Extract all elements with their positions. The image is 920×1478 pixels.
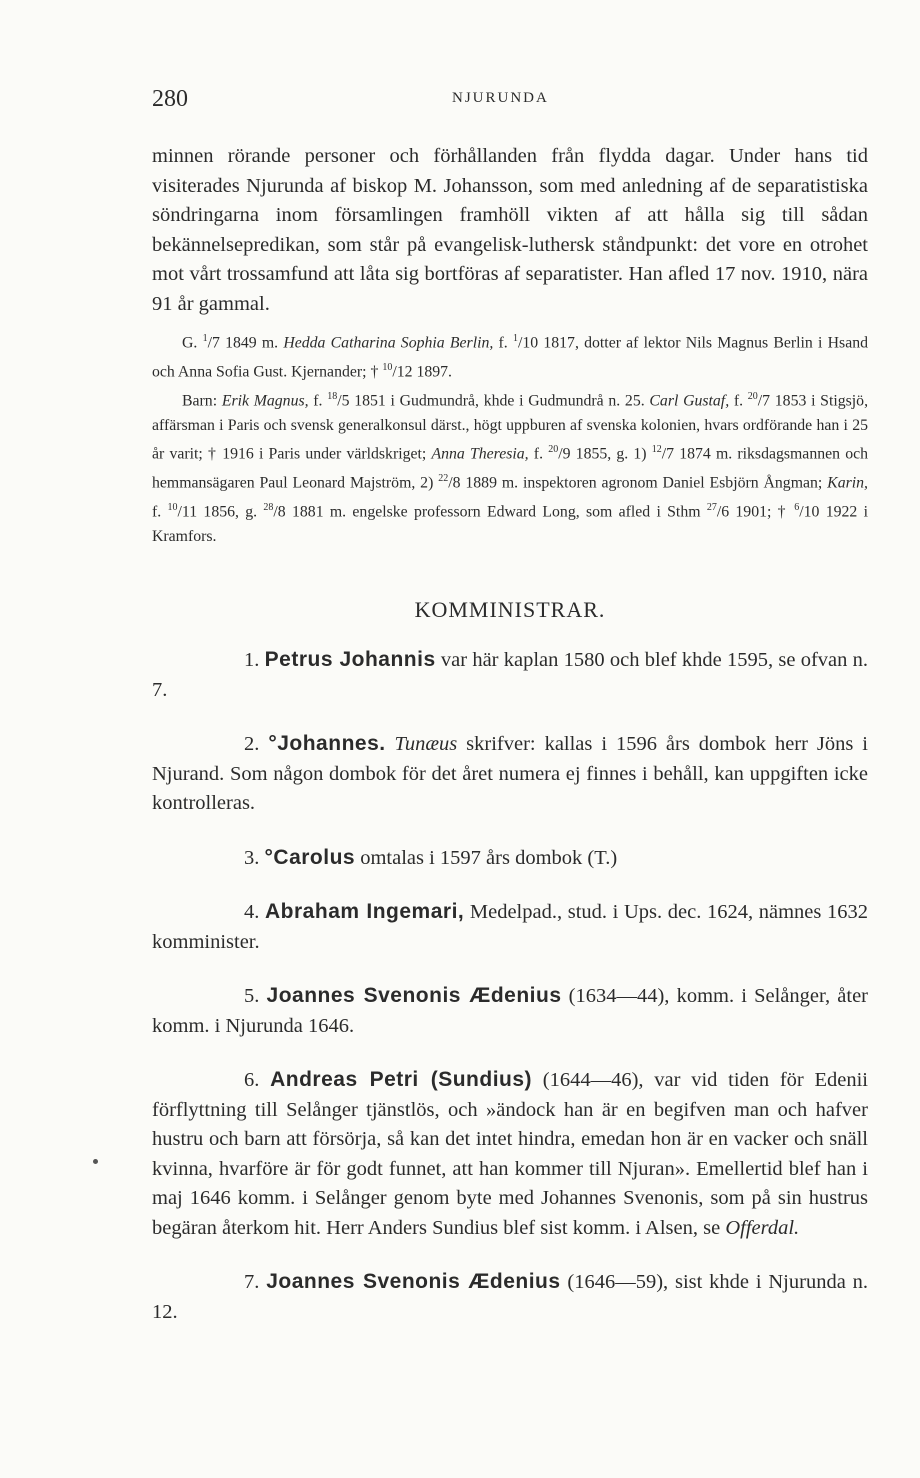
page: [152, 86, 868, 1351]
list-item: 1. Petrus Johannis var här kaplan 1580 och blef khde 1595, se ofvan n. 7.: [152, 648, 868, 701]
list-item: 5. Joannes Svenonis Ædenius (1634—44), komm. i Selånger, åter komm. i Njurunda 1646.: [152, 984, 869, 1037]
main-paragraph: minnen rörande personer och förhållanden från flydda dagar. Under hans tid visiterades Njurunda af biskop M. Johansson, som med anledning af de separatistiska söndringarna inom församlingen framhöll vikten af att hålla sig till sådan bekännelsepredikan, som står på evangelisk-luthersk ståndpunkt: det vore en otrohet mot vårt trossamfund att låta sig bortföras af separatister. Han afled 17 nov. 1910, nära 91 år gammal.: [152, 145, 868, 315]
list-item: 7. Joannes Svenonis Ædenius (1646—59), sist khde i Njurunda n. 12.: [152, 1270, 869, 1323]
list-item: 4. Abraham Ingemari, Medelpad., stud. i Ups. dec. 1624, nämnes 1632 komminister.: [152, 900, 868, 953]
children-note: Barn: Erik Magnus, f. $^{18}$/5 1851 i Gudmundrå, khde i Gudmundrå n. 25. Carl Gustaf, f. $^{20}$/7 1853 i Stigsjö, affärsman i Paris och svensk generalkonsul därst., högt uppburen af svenska kolonien, hvars ordförande han i 25 år varit; † 1916 i Paris under världskriget; Anna Theresia, f. $^{20}$/9 1855, g. 1) $^{12}$/7 1874 m. riksdagsmannen och hemmansägaren Paul Leonard Majström, 2) $^{22}$/8 1889 m. inspektoren agronom Daniel Esbjörn Ångman; Karin, f. $^{10}$/11 1856, g. $^{28}$/8 1881 m. engelske professorn Edward Long, som afled i Sthm $^{27}$/6 1901; † $^6$/10 1922 i Kramfors.: [152, 390, 869, 545]
list-item: 3. °Carolus omtalas i 1597 års dombok (T.): [244, 845, 618, 869]
notes-block: [152, 327, 868, 549]
marriage-note: G. $^1$/7 1849 m. Hedda Catharina Sophia Berlin, f. $^1$/10 1817, dotter af lektor Nils Magnus Berlin i Hsand och Anna Sofia Gust. Kjernander; † $^{10}$/12 1897.: [152, 333, 868, 381]
list-item: 6. Andreas Petri (Sundius) (1644—46), var vid tiden för Edenii förflyttning till Selånger tjänstlös, och »ändock han är en begifven man och hafver hustru och barn att försörja, så kan det intet hindra, emedan hon är en vacker och snäll kvinna, hvarföre är för godt funnet, att han kommer till Njuran». Emellertid blef han i maj 1646 komm. i Selånger genom byte med Johannes Svenonis, som på sin hustrus begäran återkom hit. Herr Anders Sundius blef sist komm. i Alsen, se Offerdal.: [152, 1068, 868, 1239]
page-header: [152, 86, 868, 116]
section-title: KOMMINISTRAR.: [414, 597, 606, 623]
page-number: 280: [152, 86, 188, 112]
list-item: 2. °Johannes. Tunæus skrifver: kallas i 1596 års dombok herr Jöns i Njurand. Som någon dombok för det året numera ej finnes i behåll, kan uppgiften icke kontrolleras.: [152, 732, 868, 815]
margin-mark: [93, 1159, 98, 1164]
running-title: NJURUNDA: [452, 90, 549, 106]
